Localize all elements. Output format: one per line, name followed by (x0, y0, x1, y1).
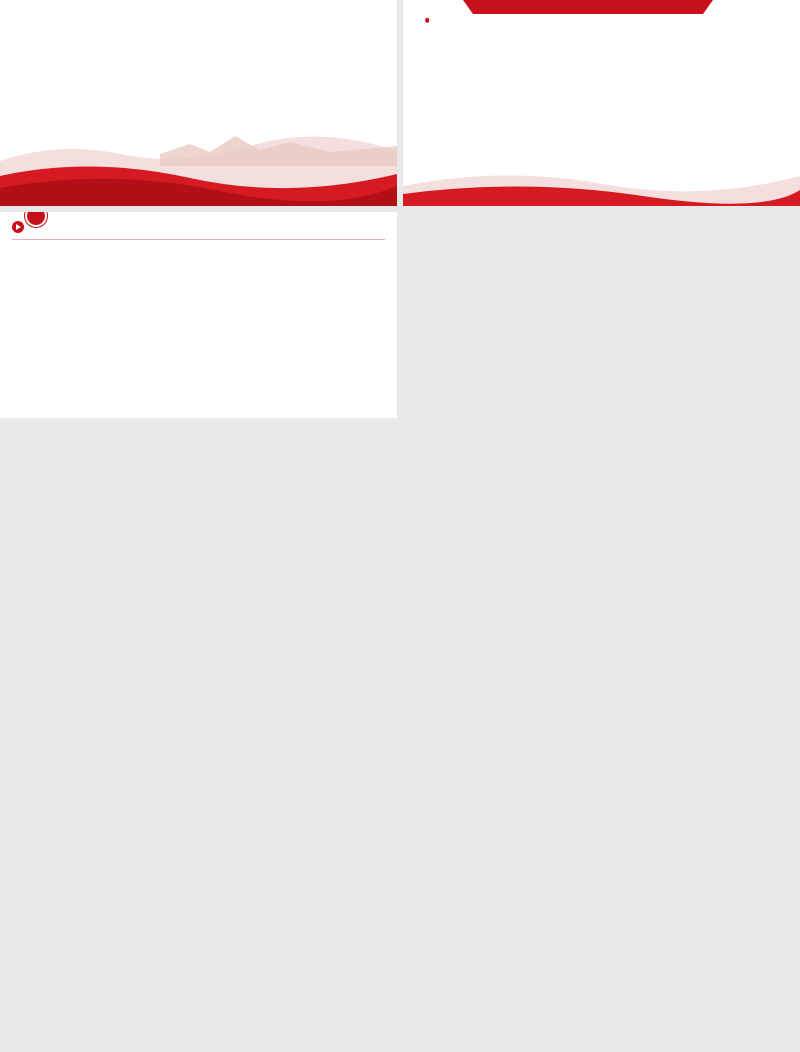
slide-3 (0, 212, 397, 418)
top-red-tab (463, 0, 713, 14)
intro-text (36, 12, 366, 13)
red-wave-decoration (403, 146, 800, 206)
header-divider (12, 239, 385, 240)
slide-2 (403, 0, 800, 206)
red-wave-decoration (0, 106, 397, 206)
bullet-list (425, 16, 785, 17)
slide-1 (0, 0, 397, 206)
play-icon (12, 221, 24, 233)
slide-header (0, 212, 397, 242)
